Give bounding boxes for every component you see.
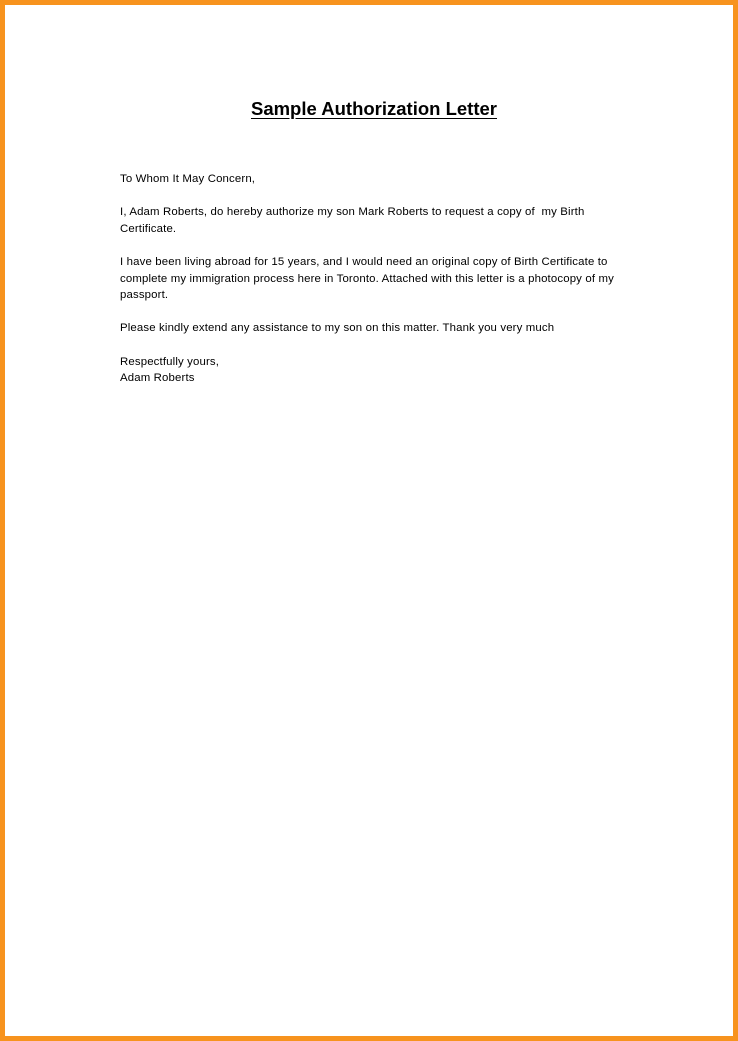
signature-name: Adam Roberts [120, 372, 195, 385]
letter-title: Sample Authorization Letter [250, 98, 497, 119]
paragraph-authorization: I, Adam Roberts, do hereby authorize my son Mark Roberts to request a copy of my Birth Certificate. [120, 206, 588, 235]
closing-phrase: Respectfully yours, [120, 355, 220, 368]
letter-body [120, 171, 640, 387]
closing-block [120, 354, 640, 387]
paragraph-request: Please kindly extend any assistance to my son on this matter. Thank you very much [120, 322, 555, 335]
salutation: To Whom It May Concern, [120, 173, 256, 185]
paragraph-reason: I have been living abroad for 15 years, and I would need an original copy of Birth Certificate to complete my immigration process here in Toronto. Attached with this letter is a photocopy of my passport. [120, 255, 618, 302]
